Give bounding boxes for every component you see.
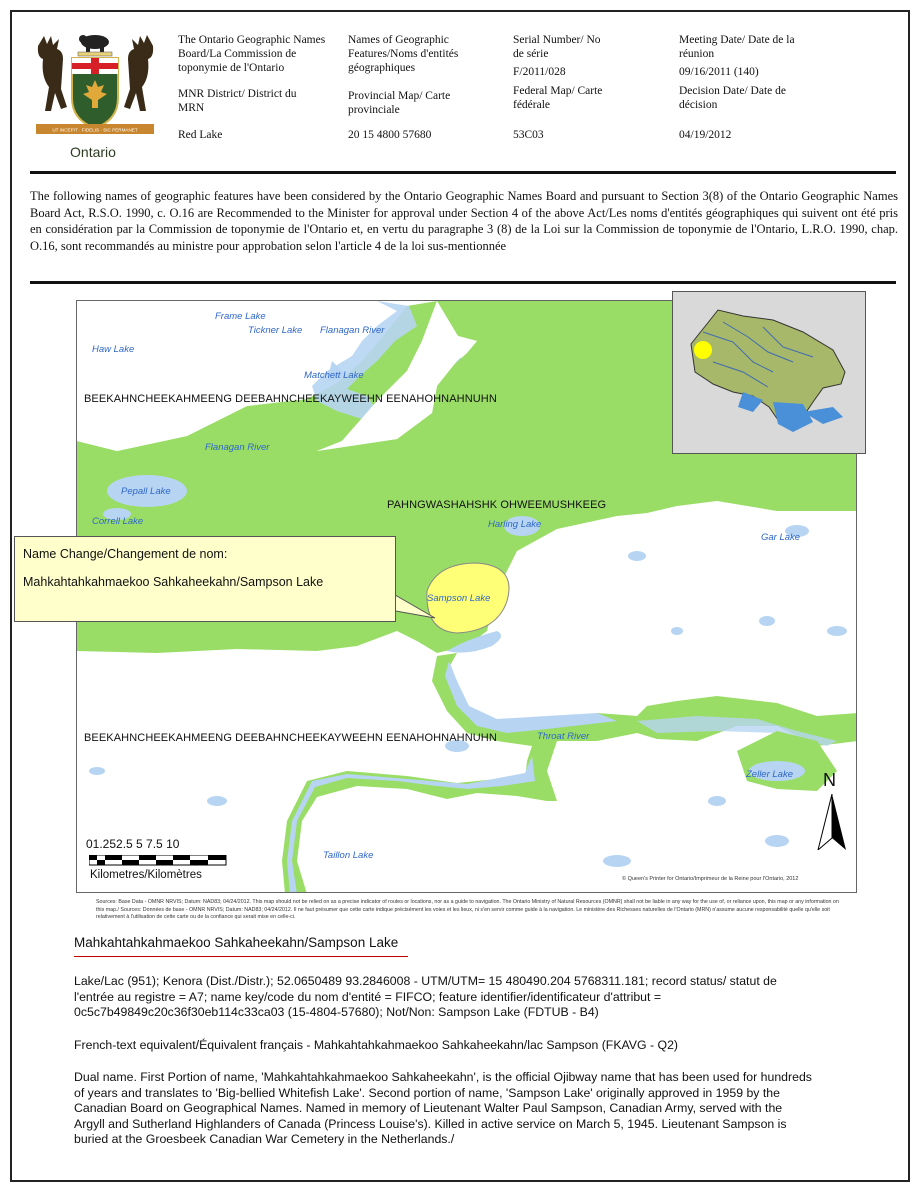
callout-pointer <box>390 590 440 620</box>
name-change-callout <box>14 536 396 622</box>
sampson-lake-label: Sampson Lake <box>427 593 491 604</box>
header-rule <box>30 171 896 174</box>
mnr-district-value: Red Lake <box>178 129 223 141</box>
feature-details: Lake/Lac (951); Kenora (Dist./Distr.); 52.0650489 93.2846008 - UTM/UTM= 15 480490.204 5768311.181; record status/ statut de l'entrée au registre = A7; name key/code du nom d'entité = FIFCO; feature identifier/identificateur d'attribut = 0c5c7b49849c20c36f30eb114c33ca03 (15-4804-57680); Not/Non: Sampson Lake (FDTUB - B4) <box>74 974 777 1019</box>
federal-map-label: Federal Map/ Carte fédérale <box>513 85 603 111</box>
reserve-name-top: BEEKAHNCHEEKAHMEENG DEEBAHNCHEEKAYWEEHN EENAHOHNAHNUHN <box>84 393 497 405</box>
reserve-name-bottom: BEEKAHNCHEEKAHMEENG DEEBAHNCHEEKAYWEEHN EENAHOHNAHNUHN <box>84 732 497 744</box>
north-letter: N <box>823 770 836 790</box>
throat-river-label: Throat River <box>537 731 590 742</box>
meeting-date-value: 09/16/2011 (140) <box>679 66 759 78</box>
zeller-lake-label: Zeller Lake <box>746 769 793 780</box>
flanagan-river-label-2: Flanagan River <box>205 442 270 453</box>
feature-title: Mahkahtahkahmaekoo Sahkaheekahn/Sampson Lake <box>74 935 399 950</box>
scale-bar <box>89 855 229 867</box>
ontario-coat-of-arms-icon <box>30 28 160 148</box>
board-name: The Ontario Geographic Names Board/La Commission de toponymie de l'Ontario <box>178 34 326 74</box>
callout-name: Mahkahtahkahmaekoo Sahkaheekahn/Sampson Lake <box>23 575 324 589</box>
provincial-map-value: 20 15 4800 57680 <box>348 129 432 141</box>
name-history: Dual name. First Portion of name, 'Mahkahtahkahmaekoo Sahkaheekahn', is the official Ojibway name that has been used for hundreds of years and translates to 'Big-bellied Whitefish Lake'. Second portion of name, 'Sampson Lake' originally approved in 1959 by the Canadian Board on Geographical Names. Named in memory of Lieutenant Walter Paul Sampson, Canadian Army, served with the Argyll and Sutherland Highlanders of Canada (Princess Louise's). Killed in active service on March 5, 1945. Lieutenant Sampson is buried at the Groesbeek Canadian War Cemetery in the Netherlands./ <box>74 1070 812 1146</box>
haw-lake-label: Haw Lake <box>92 344 135 355</box>
ontario-logo <box>30 28 160 163</box>
callout-heading: Name Change/Changement de nom: <box>23 547 228 561</box>
scale-caption: Kilometres/Kilomètres <box>90 869 202 881</box>
mnr-district-label: MNR District/ District du MRN <box>178 88 297 114</box>
flanagan-river-label-1: Flanagan River <box>320 325 385 336</box>
feature-title-rule <box>74 956 408 957</box>
map-copyright: © Queen's Printer for Ontario/Imprimeur de la Reine pour l'Ontario, 2012 <box>622 876 799 882</box>
frame-lake-label: Frame Lake <box>215 311 266 322</box>
serial-value: F/2011/028 <box>513 66 566 78</box>
decision-date-label: Decision Date/ Date de décision <box>679 85 786 111</box>
correll-lake-label: Correll Lake <box>92 516 144 527</box>
inset-map-graphic <box>673 292 865 453</box>
ontario-inset-map <box>672 291 866 454</box>
names-label: Names of Geographic Features/Noms d'entités géographiques <box>348 34 459 74</box>
serial-label: Serial Number/ No de série <box>513 34 601 60</box>
map-sources-disclaimer: Sources: Base Data - OMNR NRVIS; Datum: NAD83; 04/24/2012. This map should not be relied on as a precise indicator of routes or locations, nor as a guide to navigation. The Ontario Ministry of Natural Resources (OMNR) shall not be liable in any way for the use of, or reliance upon, this map or any information on this map./ Sources: Données de base - OMNR NRVIS; Datum: NAD83; 04/24/2012. Il ne faut présumer que cette carte indique précisément les voies et les lieux, ni s'en servir comme guide à la navigation. Le ministère des Richesses naturelles de l'Ontario (MRN) n'assume aucune responsabilité quelle qu'elle soit relativement à l'utilisation de cette carte ou de la confiance qui serait mise en celle-ci. <box>96 899 839 921</box>
matchett-lake-label: Matchett Lake <box>304 370 364 381</box>
meeting-date-label: Meeting Date/ Date de la réunion <box>679 34 795 60</box>
tickner-lake-label: Tickner Lake <box>248 325 303 336</box>
decision-date-value: 04/19/2012 <box>679 129 732 141</box>
pepall-lake-label: Pepall Lake <box>121 486 171 497</box>
provincial-map-label: Provincial Map/ Carte provinciale <box>348 90 451 116</box>
scale-bar-numbers: 01.252.5 5 7.5 10 <box>86 837 180 851</box>
forest-area-name: PAHNGWASHAHSHK OHWEEMUSHKEEG <box>387 499 607 511</box>
federal-map-value: 53C03 <box>513 129 544 141</box>
harling-lake-label: Harling Lake <box>488 519 542 530</box>
taillon-lake-label: Taillon Lake <box>323 850 374 861</box>
logo-word: Ontario <box>70 144 116 160</box>
north-arrow-icon <box>814 770 850 850</box>
svg-text:UT INCEPIT · FIDELIS · SIC PER: UT INCEPIT · FIDELIS · SIC PERMANET <box>52 127 138 133</box>
gar-lake-label: Gar Lake <box>761 532 801 543</box>
intro-paragraph: The following names of geographic features have been considered by the Ontario Geographic Names Board and pursuant to Section 3(8) of the Ontario Geographic Names Board Act, R.S.O. 1990, c. O.16 are Recommended to the Minister for approval under Section 4 of the above Act/Les noms d'entités géographiques qui suivent ont été pris en considération par la Commission de toponymie de l'Ontario et, en vertu du paragraphe 3 (8) de la Loi sur la Commission de toponymie de l'Ontario, L.R.O. 1990, chap. O.16, sont recommandés au ministre pour approbation selon l'article 4 de la loi sus-mentionnée <box>30 189 898 253</box>
french-equivalent: French-text equivalent/Équivalent français - Mahkahtahkahmaekoo Sahkaheekahn/lac Sampson (FKAVG - Q2) <box>74 1038 679 1052</box>
intro-rule <box>30 281 896 284</box>
